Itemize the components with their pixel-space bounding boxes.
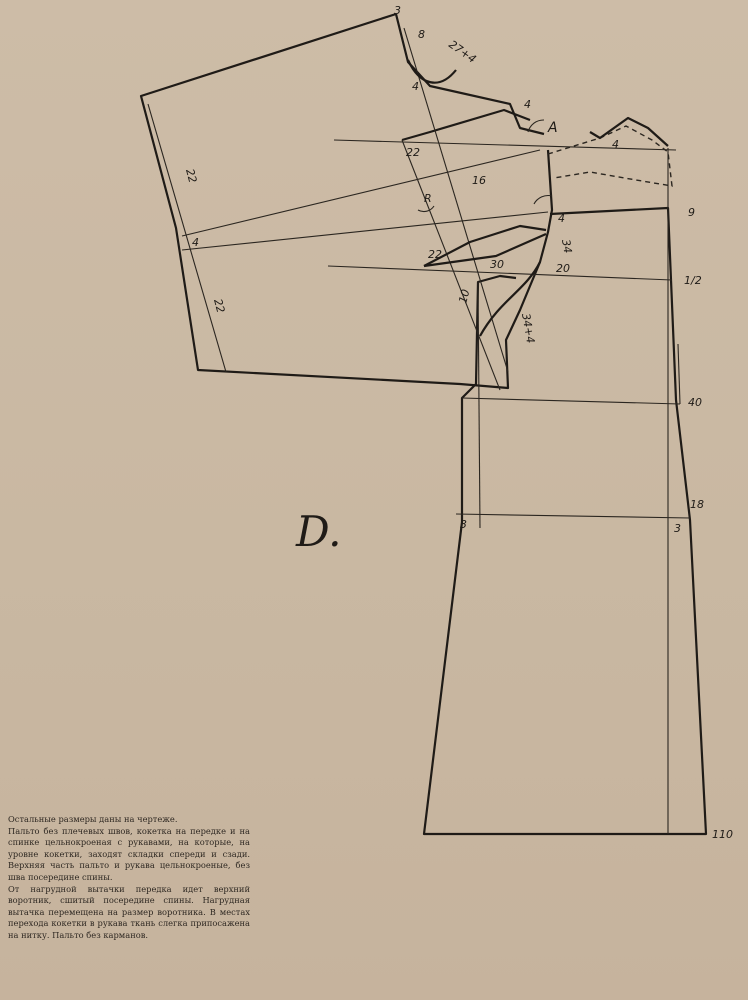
measure-label: 3 xyxy=(460,518,467,531)
measure-label: 4 xyxy=(524,98,531,111)
measure-label: 1/2 xyxy=(684,274,702,287)
collar-line xyxy=(402,110,530,140)
caption-paragraph: От нагрудной вытачки передка идет верхний воротник, сшитый посередине спины. Нагрудная вытачка перемещена на размер воротника. В местах перехода кокетки в рукава ткань слегка припосажена на нитку. Пальто без карманов. xyxy=(8,883,250,940)
measure-label: 4 xyxy=(612,138,619,151)
measure-label: 22 xyxy=(406,146,420,159)
measure-label: 18 xyxy=(690,498,704,511)
figure-caption xyxy=(8,814,250,942)
measure-label: 40 xyxy=(688,396,702,409)
bust-dart-lower xyxy=(424,234,546,266)
collar-dashed xyxy=(548,126,672,186)
construction-line-3 xyxy=(182,150,540,236)
construction-line-7 xyxy=(148,104,226,372)
caption-paragraph: Остальные размеры даны на чертеже. xyxy=(8,814,178,824)
measure-label: 34+4 xyxy=(519,312,538,345)
radius-label: R xyxy=(424,192,432,205)
measure-label: 8 xyxy=(418,28,425,41)
point-a-label: A xyxy=(548,120,558,136)
construction-line-9 xyxy=(456,514,690,518)
measure-label: 4 xyxy=(412,80,419,93)
measure-label: 110 xyxy=(712,828,733,841)
sleeve-outline xyxy=(141,14,552,388)
measure-label: 4 xyxy=(192,236,199,249)
measure-label: 3 xyxy=(674,522,681,535)
angle-arc-3 xyxy=(418,206,434,212)
construction-line-4 xyxy=(182,212,548,250)
measure-label: 30 xyxy=(490,258,504,271)
construction-line-5 xyxy=(404,28,508,372)
bust-dart xyxy=(424,226,546,266)
angle-arc-2 xyxy=(534,196,552,204)
neckline xyxy=(590,118,668,146)
figure-letter: D. xyxy=(296,507,342,556)
caption-paragraph: Пальто без плечевых швов, кокетка на передке и на спинке цельнокроеная с рукавами, на которые, на уровне кокетки, заходят складки спереди и сзади. Верхняя часть пальто и рукава цельнокроеные, без шва посередине спины. xyxy=(8,825,250,882)
construction-line-1 xyxy=(334,140,676,150)
measure-label: 27+4 xyxy=(446,37,479,66)
construction-line-12 xyxy=(678,344,680,404)
measure-label: 22 xyxy=(211,297,228,315)
measure-label: 10 xyxy=(456,287,473,305)
measure-label: 22 xyxy=(183,167,200,185)
measure-label: 4 xyxy=(558,212,565,225)
construction-line-8 xyxy=(462,398,680,404)
measure-label: 20 xyxy=(556,262,570,275)
measure-label: 9 xyxy=(688,206,695,219)
construction-line-10 xyxy=(478,282,480,528)
measure-label: 34 xyxy=(559,238,575,255)
measure-label: 16 xyxy=(472,174,486,187)
measure-label: 22 xyxy=(428,248,442,261)
measure-label: 3 xyxy=(394,4,401,17)
